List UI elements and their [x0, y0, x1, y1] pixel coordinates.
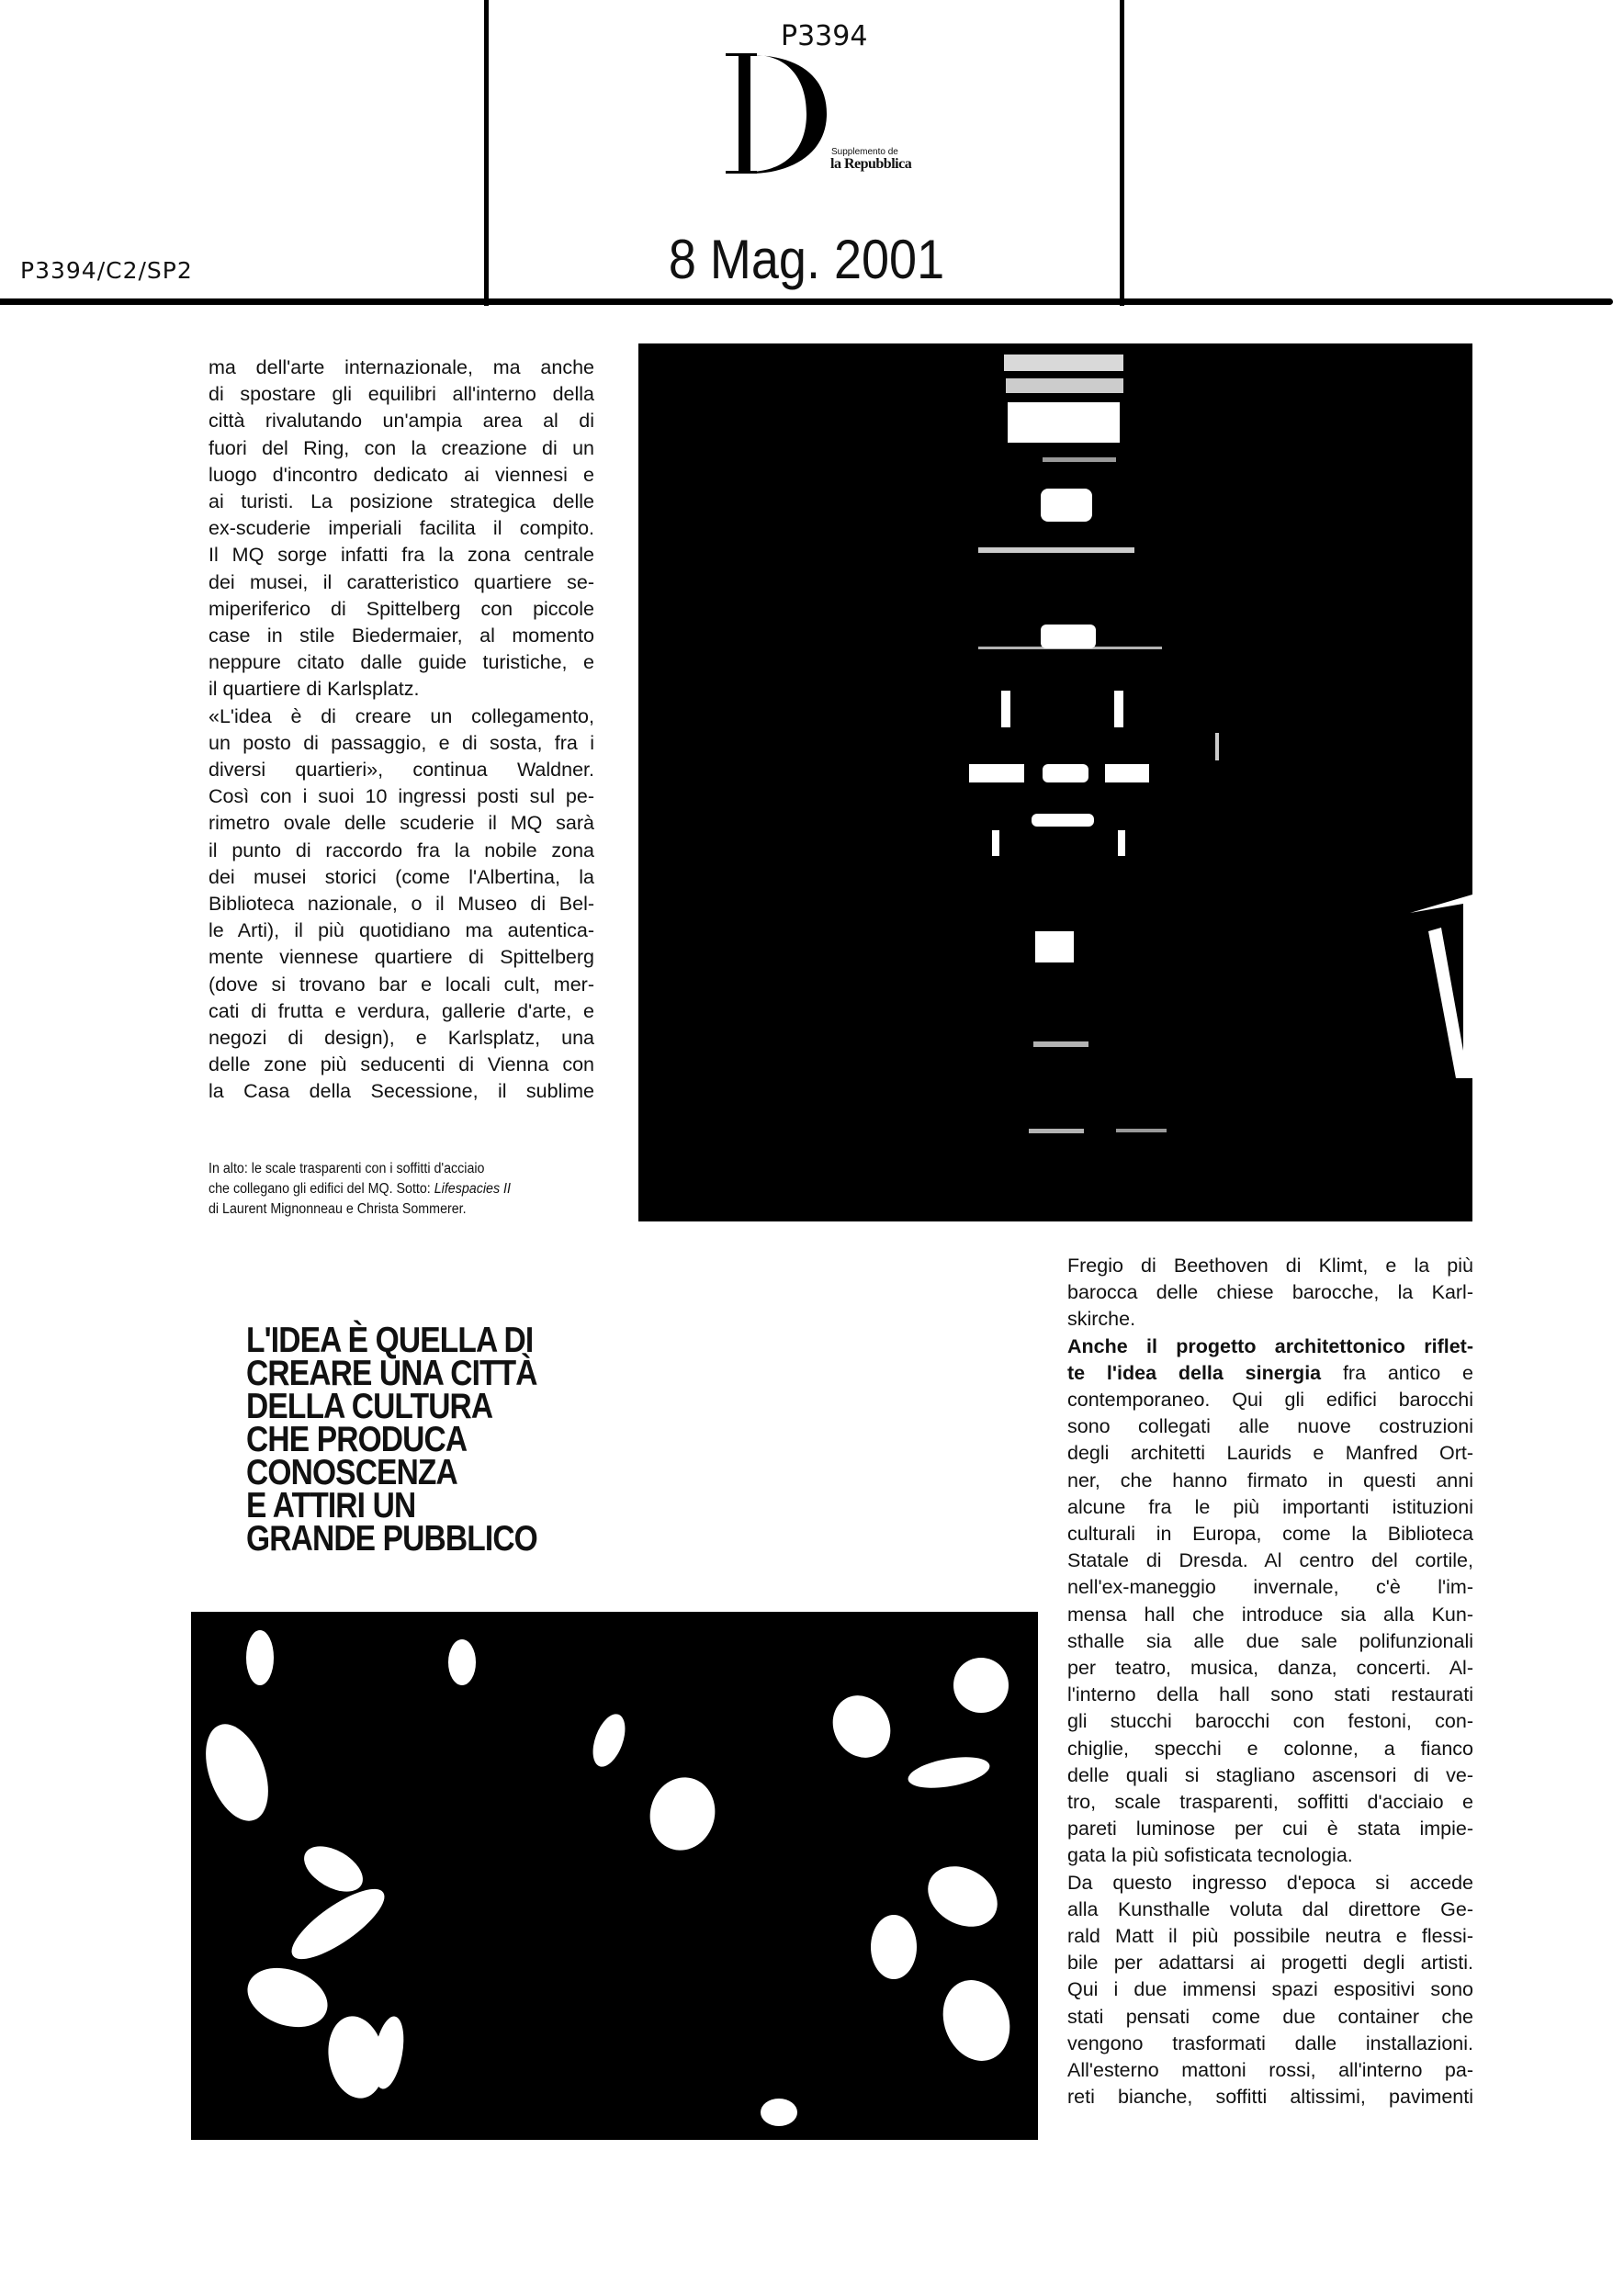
right-article-column [1067, 1253, 1473, 2111]
text-run: alla Kunsthalle voluta dal direttore Ge- [1067, 1897, 1473, 1920]
text-run: gli stucchi barocchi con festoni, con- [1067, 1710, 1473, 1733]
text-line: il quartiere di Karlsplatz. [209, 678, 420, 701]
text-line [1067, 1334, 1473, 1360]
text-line: dei musei, il caratteristico quartiere se- [209, 570, 594, 593]
text-run: rald Matt il più possibile neutra e flessi- [1067, 1925, 1473, 1948]
text-line [1067, 1682, 1473, 1708]
text-run: gata la più sofisticata tecnologia. [1067, 1844, 1353, 1867]
caption-line: che collegano gli edifici del MQ. Sotto: Lifespacies II [209, 1181, 511, 1197]
text-run: Statale di Dresda. Al centro del cortile, [1067, 1549, 1473, 1572]
text-line [1067, 1360, 1473, 1387]
text-line: un posto di passaggio, e di sosta, fra i [209, 731, 594, 754]
text-line [1067, 1816, 1473, 1842]
text-line [1067, 1413, 1473, 1440]
text-run: fra antico e [1321, 1361, 1473, 1384]
d-logo-icon [726, 53, 836, 174]
text-run: stati pensati come due container che [1067, 2005, 1473, 2028]
text-line [1067, 1548, 1473, 1574]
text-line [1067, 1628, 1473, 1655]
text-line [1067, 1976, 1473, 2003]
text-line [1067, 1494, 1473, 1521]
text-line [1067, 2031, 1473, 2057]
pull-quote-line: DELLA CULTURA [246, 1387, 493, 1426]
text-line [1067, 1440, 1473, 1467]
text-line [1067, 2084, 1473, 2110]
text-line: di spostare gli equilibri all'interno della [209, 383, 594, 406]
text-line: fuori del Ring, con la creazione di un [209, 436, 594, 459]
text-line: dei musei storici (come l'Albertina, la [209, 865, 594, 888]
text-line: (dove si trovano bar e locali cult, mer- [209, 973, 594, 996]
pull-quote [246, 1321, 537, 1559]
text-line: mente viennese quartiere di Spittelberg [209, 946, 594, 969]
text-line: luogo d'incontro dedicato ai viennesi e [209, 463, 594, 486]
text-line [1067, 1842, 1473, 1869]
text-line [1067, 1253, 1473, 1279]
text-line: il punto di raccordo fra la nobile zona [209, 838, 594, 861]
header-rule [0, 298, 1613, 305]
text-line: delle zone più seducenti di Vienna con [209, 1053, 594, 1076]
text-line: Biblioteca nazionale, o il Museo di Bel- [209, 893, 594, 916]
text-line [1067, 1574, 1473, 1601]
text-run: degli architetti Laurids e Manfred Ort- [1067, 1442, 1473, 1465]
text-line: negozi di design), e Karlsplatz, una [209, 1027, 594, 1050]
text-run: sono collegati alle nuove costruzioni [1067, 1415, 1473, 1438]
text-run: reti bianche, soffitti altissimi, pavimenti [1067, 2086, 1473, 2109]
header-divider-left [484, 0, 489, 306]
railing-shape-icon [1410, 895, 1472, 1078]
text-run: l'interno della hall sono stati restaurati [1067, 1683, 1473, 1706]
caption-line: di Laurent Mignonneau e Christa Sommerer. [209, 1201, 467, 1217]
text-line: ai turisti. La posizione strategica delle [209, 490, 594, 513]
text-line [1067, 1762, 1473, 1789]
text-run: alcune fra le più importanti istituzioni [1067, 1495, 1473, 1518]
text-run: chiglie, specchi e colonne, a fianco [1067, 1737, 1473, 1760]
text-run: Da questo ingresso d'epoca si accede [1067, 1871, 1473, 1894]
text-line [1067, 1521, 1473, 1548]
pull-quote-line: CREARE UNA CITTÀ [246, 1354, 537, 1393]
text-run: pareti luminose per cui è stata impie- [1067, 1818, 1473, 1840]
text-line [1067, 1279, 1473, 1306]
text-run: per teatro, musica, danza, concerti. Al- [1067, 1657, 1473, 1680]
top-photo [638, 343, 1472, 1221]
text-line: neppure citato dalle guide turistiche, e [209, 651, 594, 674]
text-run: delle quali si stagliano ascensori di ve- [1067, 1763, 1473, 1786]
text-line [1067, 1870, 1473, 1896]
top-code: P3394 [781, 20, 868, 52]
bold-lead-in: te l'idea della sinergia [1067, 1361, 1322, 1384]
pull-quote-line: CONOSCENZA [246, 1453, 457, 1492]
text-line [1067, 1950, 1473, 1976]
text-run: culturali in Europa, come la Biblioteca [1067, 1523, 1473, 1546]
bottom-photo [191, 1612, 1038, 2140]
text-line: «L'idea è di creare un collegamento, [209, 704, 594, 727]
text-line: le Arti), il più quotidiano ma autentica- [209, 919, 594, 942]
pull-quote-line: L'IDEA È QUELLA DI [246, 1321, 534, 1360]
text-line: rimetro ovale delle scuderie il MQ sarà [209, 812, 594, 835]
text-line [1067, 1468, 1473, 1494]
artwork-title: Lifespacies II [434, 1181, 511, 1197]
photo-caption [209, 1159, 563, 1220]
issue-date: 8 Mag. 2001 [668, 229, 945, 290]
bold-lead-in: Anche il progetto architettonico riflet- [1067, 1334, 1473, 1357]
text-line [1067, 1655, 1473, 1682]
text-run: barocca delle chiese barocche, la Karl- [1067, 1281, 1473, 1304]
text-line: ma dell'arte internazionale, ma anche [209, 356, 594, 378]
text-run: sthalle sia alle due sale polifunzionali [1067, 1629, 1473, 1652]
text-line: ex-scuderie imperiali facilita il compito. [209, 517, 594, 540]
left-article-column [209, 355, 594, 1106]
text-line [1067, 2057, 1473, 2084]
logo-subtitle-repubblica: la Repubblica [830, 156, 912, 172]
text-line [1067, 1896, 1473, 1923]
text-run: contemporaneo. Qui gli edifici barocchi [1067, 1389, 1473, 1412]
text-run: mensa hall che introduce sia alla Kun- [1067, 1603, 1473, 1626]
pull-quote-line: CHE PRODUCA [246, 1420, 468, 1459]
text-run: skirche. [1067, 1308, 1136, 1331]
text-line [1067, 1923, 1473, 1950]
text-line [1067, 1387, 1473, 1413]
text-line: la Casa della Secessione, il sublime [209, 1080, 594, 1103]
text-line [1067, 1736, 1473, 1762]
header-divider-right [1120, 0, 1124, 306]
text-run: vengono trasformati dalle installazioni. [1067, 2032, 1473, 2054]
text-run: bile per adattarsi ai progetti degli artisti. [1067, 1952, 1473, 1975]
text-line [1067, 1789, 1473, 1816]
text-line: diversi quartieri», continua Waldner. [209, 759, 594, 782]
reference-code: P3394/C2/SP2 [20, 257, 193, 284]
text-run: All'esterno mattoni rossi, all'interno pa- [1067, 2059, 1473, 2082]
pull-quote-line: E ATTIRI UN [246, 1486, 416, 1525]
text-line: miperiferico di Spittelberg con piccole [209, 597, 594, 620]
text-run: Qui i due immensi spazi espositivi sono [1067, 1978, 1473, 2001]
text-line [1067, 1602, 1473, 1628]
logo-subtitle-small: Supplemento de [831, 147, 898, 157]
text-run: nell'ex-maneggio invernale, c'è l'im- [1067, 1576, 1473, 1599]
text-line: Così con i suoi 10 ingressi posti sul pe- [209, 785, 594, 808]
text-line [1067, 1708, 1473, 1735]
text-line: città rivalutando un'ampia area al di [209, 410, 594, 433]
text-run: Fregio di Beethoven di Klimt, e la più [1067, 1255, 1473, 1277]
pull-quote-line: GRANDE PUBBLICO [246, 1519, 537, 1559]
text-line [1067, 2004, 1473, 2031]
text-run: tro, scale trasparenti, soffitti d'acciaio e [1067, 1791, 1473, 1814]
caption-line: In alto: le scale trasparenti con i soffitti d'acciaio [209, 1161, 485, 1176]
text-line: case in stile Biedermaier, al momento [209, 625, 594, 647]
text-run: ner, che hanno firmato in questi anni [1067, 1469, 1473, 1491]
text-line: cati di frutta e verdura, gallerie d'arte, e [209, 999, 594, 1022]
text-line [1067, 1306, 1473, 1333]
text-line: Il MQ sorge infatti fra la zona centrale [209, 544, 594, 567]
